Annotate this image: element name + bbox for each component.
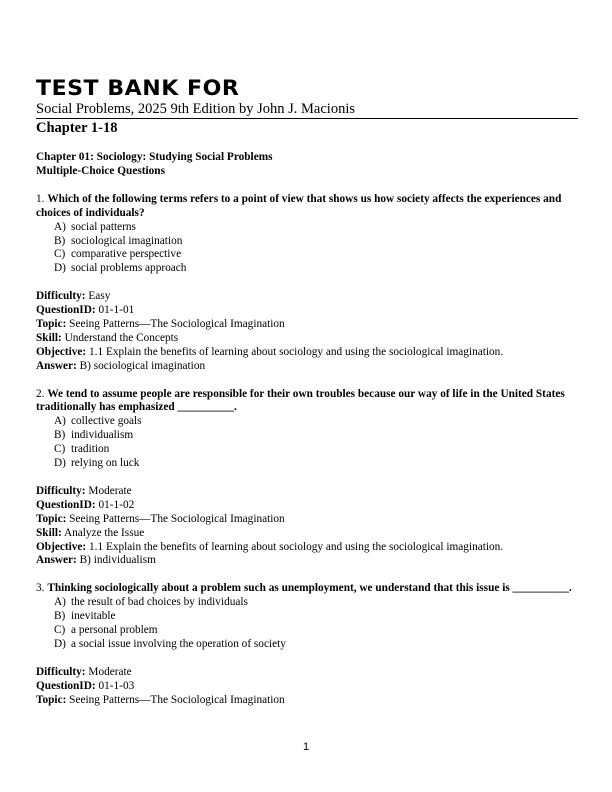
page-number: 1 <box>302 741 310 753</box>
difficulty-row <box>36 290 578 304</box>
objective-value: 1.1 Explain the benefits of learning about sociology and using the sociological imagination. <box>89 540 504 553</box>
option-b <box>54 429 578 443</box>
topic-value: Seeing Patterns—The Sociological Imagination <box>69 512 285 525</box>
answer-options <box>36 221 578 277</box>
option-text: a personal problem <box>71 624 158 637</box>
question-text <box>36 582 578 596</box>
question-id-row <box>36 304 578 318</box>
difficulty-row <box>36 485 578 499</box>
answer-label: Answer: <box>36 359 77 372</box>
question-prompt: Thinking sociologically about a problem such as unemployment, we understand that this issue is __________. <box>47 582 572 595</box>
option-c <box>54 443 578 457</box>
difficulty-row <box>36 666 578 680</box>
option-letter: A) <box>54 415 66 428</box>
chapter-heading: Chapter 01: Sociology: Studying Social Problems <box>36 151 273 163</box>
answer-label: Answer: <box>36 554 77 567</box>
skill-value: Analyze the Issue <box>63 526 145 539</box>
question-id-label: QuestionID: <box>36 304 96 317</box>
option-a <box>54 596 578 610</box>
skill-row <box>36 332 578 346</box>
option-c <box>54 248 578 262</box>
objective-row <box>36 346 578 360</box>
answer-options <box>36 596 578 652</box>
option-letter: A) <box>54 596 66 609</box>
question-id-row <box>36 499 578 513</box>
question-metadata <box>36 485 578 568</box>
question-prompt: Which of the following terms refers to a point of view that shows us how society affects the experiences and choices of individuals? <box>36 192 562 219</box>
question-id-value: 01-1-01 <box>98 304 135 317</box>
option-letter: D) <box>54 262 66 275</box>
difficulty-value: Moderate <box>88 665 132 678</box>
option-text: the result of bad choices by individuals <box>71 596 248 609</box>
objective-row <box>36 541 578 555</box>
option-letter: C) <box>54 248 66 261</box>
topic-value: Seeing Patterns—The Sociological Imagination <box>69 317 285 330</box>
objective-value: 1.1 Explain the benefits of learning about sociology and using the sociological imagination. <box>89 345 504 358</box>
objective-label: Objective: <box>36 345 87 358</box>
option-letter: C) <box>54 624 66 637</box>
option-b <box>54 235 578 249</box>
option-d <box>54 262 578 276</box>
answer-value: B) individualism <box>79 554 156 567</box>
section-heading: Multiple-Choice Questions <box>36 164 165 177</box>
answer-row <box>36 360 578 374</box>
question-number: 2. <box>36 387 45 400</box>
option-text: individualism <box>71 429 134 442</box>
option-d <box>54 638 578 652</box>
question-id-row <box>36 680 578 694</box>
option-c <box>54 624 578 638</box>
question-text <box>36 388 578 416</box>
topic-label: Topic: <box>36 317 67 330</box>
option-a <box>54 221 578 235</box>
question-number: 3. <box>36 582 45 595</box>
option-letter: D) <box>54 637 66 650</box>
objective-label: Objective: <box>36 540 87 553</box>
option-text: relying on luck <box>71 457 140 470</box>
option-text: comparative perspective <box>71 248 182 261</box>
option-text: inevitable <box>71 610 116 623</box>
option-letter: B) <box>54 234 66 247</box>
question-id-value: 01-1-02 <box>98 498 135 511</box>
option-a <box>54 415 578 429</box>
difficulty-value: Easy <box>88 290 111 303</box>
question-text <box>36 193 578 221</box>
document-body <box>36 151 578 707</box>
answer-options <box>36 415 578 471</box>
answer-value: B) sociological imagination <box>79 359 206 372</box>
option-letter: B) <box>54 610 66 623</box>
option-text: collective goals <box>71 415 142 428</box>
question-metadata <box>36 290 578 373</box>
option-letter: D) <box>54 457 66 470</box>
chapters-range: Chapter 1-18 <box>36 120 118 136</box>
topic-row <box>36 694 578 708</box>
topic-row <box>36 513 578 527</box>
question-id-label: QuestionID: <box>36 679 96 692</box>
option-letter: A) <box>54 220 66 233</box>
question-id-value: 01-1-03 <box>98 679 135 692</box>
difficulty-label: Difficulty: <box>36 484 86 497</box>
difficulty-label: Difficulty: <box>36 665 86 678</box>
question-prompt: We tend to assume people are responsible for their own troubles because our way of life in the United States traditionally has emphasized __________. <box>36 387 565 414</box>
document-title: TEST BANK FOR <box>36 76 240 100</box>
skill-row <box>36 527 578 541</box>
answer-row <box>36 554 578 568</box>
question-2 <box>36 388 578 569</box>
question-number: 1. <box>36 192 45 205</box>
option-text: social problems approach <box>71 262 187 275</box>
question-id-label: QuestionID: <box>36 498 96 511</box>
question-1 <box>36 193 578 374</box>
option-text: social patterns <box>71 220 136 233</box>
skill-label: Skill: <box>36 331 62 344</box>
difficulty-value: Moderate <box>88 484 132 497</box>
topic-label: Topic: <box>36 693 67 706</box>
option-d <box>54 457 578 471</box>
option-letter: B) <box>54 429 66 442</box>
document-subtitle: Social Problems, 2025 9th Edition by John J. Macionis <box>36 101 355 117</box>
option-letter: C) <box>54 443 66 456</box>
topic-label: Topic: <box>36 512 67 525</box>
option-text: a social issue involving the operation of society <box>71 637 286 650</box>
topic-value: Seeing Patterns—The Sociological Imagination <box>69 693 285 706</box>
question-metadata <box>36 666 578 708</box>
option-b <box>54 610 578 624</box>
skill-value: Understand the Concepts <box>64 331 179 344</box>
topic-row <box>36 318 578 332</box>
question-3 <box>36 582 578 707</box>
option-text: tradition <box>71 443 110 456</box>
option-text: sociological imagination <box>71 234 183 247</box>
difficulty-label: Difficulty: <box>36 290 86 303</box>
skill-label: Skill: <box>36 526 62 539</box>
header-divider <box>36 118 578 119</box>
